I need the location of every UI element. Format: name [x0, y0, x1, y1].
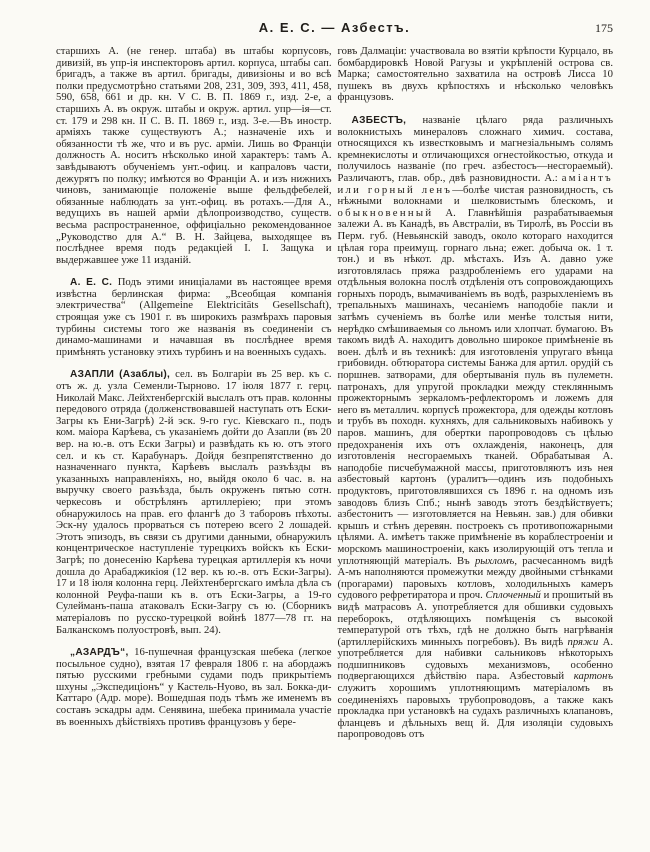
text-run: сел. въ Болгаріи въ 25 вер. къ с. отъ ж. д. узла Семенли-Тырново. 17 іюля 1877 г. герц. Николай Макс. Лейхтенбергскій выслалъ отъ прав. колонны передового отряда (долженствовавшей наступать отъ Ески-Загры къ Ени-Загрѣ) 2-й эск. 9-го гус. Кіевскаго п., подъ ком. маіора Карѣева, съ указаніемъ дойти до Азапли (въ 20 вер. на ю.-в. отъ Ески Загры) и развѣдать къ ю. отъ этого сел. и къ ст. Карабунаръ. Дойдя безпрепятственно до назначеннаго пункта, Карѣевъ выслалъ разъѣзды въ указанныхъ направленіяхъ, но, выйдя около 6 час. в. на выручку своего разъѣзда, былъ окруженъ пятью сотн. черкесовъ и обстрѣлянъ артиллеріею; при этомъ обнаружилось на прав. его флангѣ до 3 таборовъ пѣхоты. Эск-ну удалось прорваться съ потерею всего 2 лошадей. Этотъ эпизодъ, въ связи съ другими данными, обнаружилъ концентрическое наступленіе турецкихъ войскъ къ Ески-Загрѣ; по донесенію Карѣева турецкая артиллерія къ ночи дошла до Арабаджикіоя (12 вер. къ ю.-в. отъ Ески-Загры). 17 и 18 іюля колонна герц. Лейхтенбергскаго имѣла дѣла съ колонной Реуфа-паши къ в. отъ Ески-Загры, а 19-го Сулейманъ-паша атаковалъ Ески-Загру съ ю. (Сборникъ матеріаловъ по русско-турецкой войнѣ 1877—78 гг. на Балканскомъ полуостровѣ, вып. 24). — [56, 368, 332, 636]
paragraph — [56, 369, 332, 636]
paragraph — [56, 647, 332, 728]
right-column — [338, 46, 614, 741]
entry-headword: АЗБЕСТЪ, — [351, 114, 423, 126]
text-run: обыкновенный — [337, 206, 434, 219]
text-run: А. употребляется для набивки сальниковъ нѣкоторыхъ подшипниковъ судовыхъ механизмовъ, особенно подвергающихся дѣйствію пара. Азбестовый — [337, 635, 613, 683]
text-run: говъ Далмаціи: участвовала во взятіи крѣпости Курцало, въ бомбардировкѣ Новой Рагузы и укрѣпленій острова св. Марка; самостоятельно захватила на островѣ Лисса 10 пушекъ въ двухъ крѣпостяхъ и нѣсколько человѣкъ французовъ. — [337, 45, 613, 104]
page-header-title: А. Е. С. — Азбестъ. — [258, 20, 411, 35]
page-number: 175 — [595, 21, 613, 35]
paragraph — [338, 46, 614, 104]
paragraph — [56, 277, 332, 358]
text-columns — [56, 46, 613, 741]
text-run: рыхломъ — [474, 554, 515, 567]
text-run: аміантъ или горный ленъ — [337, 171, 613, 196]
text-run: Подъ этими иниціалами въ настоящее время извѣстна берлинская фирма: „Всеобщая компанія электричества“ (Allgemeine Elektricitäts Gesellschaft), строящая уже съ 1901 г. въ широкихъ размѣрахъ паровыя турбины системы того же названія въ соединеніи съ динамо-машинами и начавшая въ послѣднее время примѣнять установку этихъ турбинъ и на военныхъ судахъ. — [56, 276, 332, 358]
text-run: 16-пушечная французская шебека (легкое посыльное судно), взятая 17 февраля 1806 г. на абордажъ пятью русскими гребными судами подъ прикрытіемъ шхуны „Экспедиціонъ“ у Кастель-Нуово, въ зал. Бокка-ди-Каттаро (Адр. море). Вошедшая подъ тѣмъ же именемъ въ составъ эскадры адм. Сенявина, шебека принимала участіе въ военныхъ дѣйствіяхъ противъ французовъ у бере- — [56, 646, 332, 728]
entry-headword: А. Е. С. — [70, 277, 118, 289]
text-run: служитъ хорошимъ уплотняющимъ матеріаломъ въ соединеніяхъ паровыхъ трубопроводовъ, а также какъ прокладка при установкѣ на судахъ различныхъ клапановъ, фланцевъ и дѣльныхъ вещ й. Для изоляціи судовыхъ паропроводовъ отъ — [337, 682, 613, 741]
text-run: Сплоченный — [485, 589, 541, 602]
entry-headword: АЗАПЛИ (Азаблы), — [70, 369, 176, 381]
left-column — [56, 46, 332, 741]
text-run: А. Главнѣйшія разрабатываемыя залежи А. въ Канадѣ, въ Австраліи, въ Тиролѣ, въ Россіи въ Перм. губ. (Невьянскій заводъ, около котораго находится цѣлая гора преимущ. горнаго льна; ежег. добыча ок. 1 т. тон.) и въ нѣкот. др. мѣстахъ. Изъ А. давно уже изготовлялась пряжа раздробленіемъ его ударами на отдѣльныя волокна послѣ отдѣленія отъ сопровождающихъ горныхъ породъ, вымачиваніемъ въ водѣ, разрыхленіемъ въ трепальныхъ машинахъ, чесаніемъ наподобіе пакли и затѣмъ сученіемъ въ болѣе или менѣе толстыя нити, нерѣдко смѣшиваемыя со льномъ или хлопчат. бумагою. Въ такомъ видѣ А. находитъ довольно широкое примѣненіе въ воен. дѣлѣ и въ техникѣ: для изготовленія упругаго вѣнца грибовидн. обтюратора системы Банжа для артил. орудій съ поршнев. затворами, для обертыванія пуль въ пулеметн. патронахъ, для упругой прокладки между стекляннымъ прожекторнымъ зеркаломъ-рефлекторомъ и ложемъ для него въ металлич. корпусѣ прожектора, для одежды котловъ и трубъ въ походн. кухняхъ, для сальниковыхъ набивокъ у паров. машинъ, для обертки паропроводовъ съ цѣлью предохраненія ихъ отъ охлажденія, наконецъ, для изготовленія несгораемыхъ тканей. Обрабатывая А. наподобіе писчебумажной массы, приготовляютъ изъ нея азбестовый картонъ (уралитъ—одинъ изъ подобныхъ продуктовъ, приготовлявшихся съ 1896 г. на одномъ изъ заводовъ близъ Спб.; нынѣ заводъ этотъ бездѣйствуетъ; азбестонитъ — изготовляется на Невьян. зав.) для обивки крышъ и стѣнъ деревян. построекъ съ противопожарными цѣлями. А. имѣетъ также примѣненіе въ кораблестроеніи и морскомъ машиностроеніи, какъ изолирующій отъ тепла и уплотняющій матеріалъ. Въ — [337, 206, 613, 567]
text-run: —болѣе чистая разновидность, съ нѣжными волокнами и шелковистымъ блескомъ, и — [337, 183, 613, 208]
text-run: картонъ — [573, 670, 613, 683]
paragraph — [338, 115, 614, 741]
text-run: , расчесанномъ видѣ А-мъ наполняются промежутки между двойными стѣнками (прогарами) паровыхъ котловъ, холодильныхъ камеръ судового рефретиратора и проч. — [337, 554, 614, 602]
text-run: и прошитый въ видѣ матрасовъ А. употребляется для обшивки судовыхъ переборокъ, отдѣляющихъ помѣщенія съ высокой температурой отъ тѣхъ, гдѣ не должно быть нагрѣванія (артиллерійскихъ минныхъ погребовъ). Въ видѣ — [337, 589, 613, 648]
text-run: старшихъ А. (не генер. штаба) въ штабы корпусовъ, дивизій, въ упр-ія инспекторовъ артил. корпуса, штабы сап. бригадъ, а также въ артил. бригады, дивизіоны и во всѣ полки предусмотрѣно статьями 208, 231, 309, 393, 411, 458, 590, 658, 661 и др. кн. V С. В. П. 1869 г., изд. 2-е, а старшихъ А. въ окруж. штабы и окруж. артил. упр—ія—ст. ст. 179 и 298 кн. II С. В. П. 1869 г., изд. 3-е.—Въ иностр. арміяхъ также существуютъ А.; назначеніе ихъ и обязанности тѣ же, что и въ рус. арміи. Лишь во Франціи должность А. носитъ нѣсколько иной характеръ: тамъ А. завѣдываютъ обученіемъ унт.-офиц. и капраловъ части, дежурятъ по полку; имѣются во Франціи А. и изъ нижнихъ чиновъ, занимающіе положеніе выше фельдфебелей, обязанные наблюдать за унт.-офиц. въ ротахъ.—Для А., ведущихъ въ нашей арміи дѣлопроизводство, существ. весьма распространенное, оффиціально рекомендованное „Руководство для А.“ В. Н. Зайцева, выходящее въ послѣднее время подъ редакціей І. І. Защука и выдержавшее уже 11 изданій. — [56, 45, 332, 266]
entry-headword: „АЗАРДЪ“, — [70, 647, 135, 659]
text-run: пряжи — [567, 635, 599, 648]
running-head — [56, 20, 613, 36]
paragraph — [56, 46, 332, 266]
text-run: названіе цѣлаго ряда различныхъ волокнистыхъ минераловъ сложнаго химич. состава, относящихся къ известковымъ и магнезіальнымъ солямъ кремнекислоты и отличающихся огнестойкостью, откуда и получилось названіе (по греч. азбестосъ—несгораемый). Различаютъ, глав. обр., двѣ разновидности. А.: — [337, 113, 613, 184]
